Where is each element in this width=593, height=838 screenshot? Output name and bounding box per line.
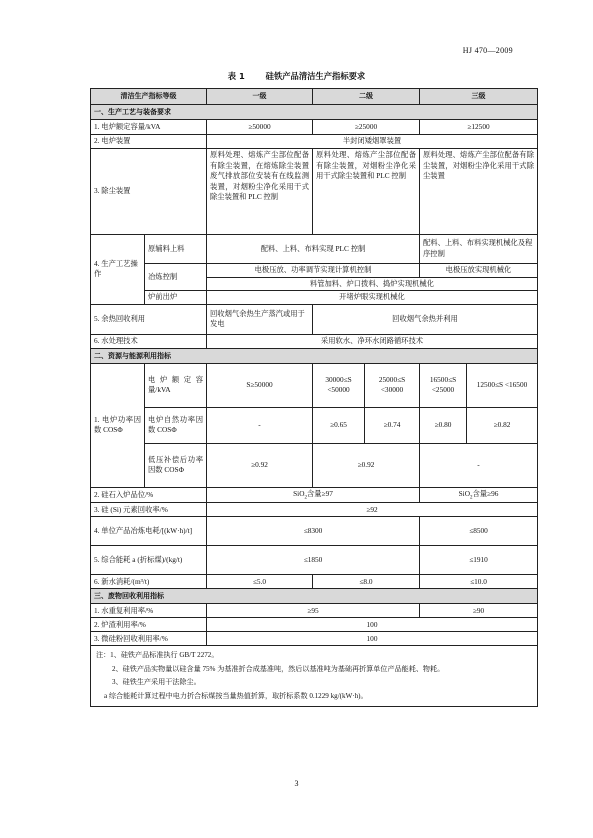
table-number: 表 1 [227,71,245,81]
table-header-row [91,89,538,105]
table-row [91,363,538,407]
cell-level3: 电极压放实现机械化 [420,264,538,278]
cell-all-levels: 料管加料、炉口拨料、捣炉实现机械化 [207,277,538,291]
silica-value: 含量≥97 [306,488,333,498]
cell-all-levels: ≥92 [207,503,538,517]
page-number: 3 [294,779,299,788]
row-label: 4. 单位产品冶炼电耗/[(kW·h)/t] [91,517,207,546]
row-label: 6. 水处理技术 [91,334,207,348]
cell-level2: ≥25000 [313,120,420,135]
table-row [91,443,538,487]
header-indicator: 清洁生产指标等级 [91,89,207,105]
note-1: 注：1、硅铁产品标准执行 GB/T 2272。 [96,651,219,660]
sub-row-label: 电炉自然功率因数 COSΦ [145,407,207,443]
section-row [91,348,538,363]
row-label: 6. 新水消耗/(m³/t) [91,575,207,589]
row-label: 5. 综合能耗 a (折标煤)/(kg/t) [91,546,207,575]
cell-level2: 原料处理、熔炼产尘部位配备有除尘装置，对烟粉尘净化采用干式除尘装置和 PLC 控制 [313,149,420,235]
cell-level12: ≤1850 [207,546,420,575]
silica-subscript: 2 [304,495,307,501]
cell-level2b: 25000≤S <30000 [365,363,420,407]
cell-level1: 回收烟气余热生产蒸汽或用于发电 [207,304,313,334]
cell-level2: ≤8.0 [313,575,420,589]
notes-cell [91,646,538,707]
cell-level1: ≥50000 [207,120,313,135]
note-a: a 综合能耗计算过程中电力折合标煤按当量热值折算，取折标系数 0.1229 kg/(kW·h)。 [104,691,368,700]
cell-level3a: ≥0.80 [420,407,467,443]
note-2: 2、硅铁产品实物量以硅含量 75% 为基准折合成基准吨，然后以基准吨为基础再折算单位产品能耗、物耗。 [112,664,445,673]
cell-level3a: 16500≤S <25000 [420,363,467,407]
section1-title: 一、生产工艺与装备要求 [91,105,538,120]
cell-level3: ≥12500 [420,120,538,135]
sub-row-label: 冶炼控制 [145,264,207,291]
cell-level23: 回收烟气余热并利用 [313,304,538,334]
table-row [91,120,538,135]
silica-formula: SiO [293,488,305,498]
cell-all-levels: 100 [207,632,538,646]
silica-value: 含量≥96 [472,488,499,498]
row-label: 2. 电炉装置 [91,135,207,149]
note-3: 3、硅铁生产采用干法除尘。 [112,678,201,687]
sub-row-label: 低压补偿后功率因数 COSΦ [145,443,207,487]
cell-level12: 电极压放、功率调节实现计算机控制 [207,264,420,278]
row-label: 5. 余热回收利用 [91,304,207,334]
cell-level3 [420,487,538,503]
cell-level2a: ≥0.65 [313,407,365,443]
table-row [91,235,538,264]
cell-level3: 配料、上料、布料实现机械化及程序控制 [420,235,538,264]
table-row [91,291,538,305]
cell-level1: 原料处理、熔炼产尘部位配备有除尘装置，在熔炼除尘装置废气排放部位安装有在线监测装置，对烟粉尘净化采用干式除尘装置和 PLC 控制 [207,149,313,235]
cell-level3: ≤8500 [420,517,538,546]
cell-level3: 原料处理、熔炼产尘部位配备有除尘装置，对烟粉尘净化采用干式除尘装置 [420,149,538,235]
cell-level12 [207,487,420,503]
cell-level1: - [207,407,313,443]
header-level3: 三级 [420,89,538,105]
table-row [91,503,538,517]
cell-all-levels: 采用软水、净环水闭路循环技术 [207,334,538,348]
row-label: 3. 硅 (Si) 元素回收率/% [91,503,207,517]
cell-level3: ≥90 [420,604,538,618]
cell-level3b: 12500≤S <16500 [467,363,538,407]
row-label: 2. 炉渣利用率/% [91,618,207,632]
cell-all-levels: 开堵炉眼实现机械化 [207,291,538,305]
table-row [91,149,538,235]
notes-row [91,646,538,707]
sub-row-label: 原辅料上料 [145,235,207,264]
indicator-table [90,88,538,707]
cell-all-levels: 100 [207,618,538,632]
table-row [91,487,538,503]
table-row [91,517,538,546]
row-label: 1. 水重复利用率/% [91,604,207,618]
table-row [91,264,538,278]
cell-level3: ≤10.0 [420,575,538,589]
table-title-text: 硅铁产品清洁生产指标要求 [265,71,366,81]
cell-level2a: 30000≤S <50000 [313,363,365,407]
table-row [91,575,538,589]
row-label: 2. 硅石入炉品位/% [91,487,207,503]
section3-title: 三、废物回收利用指标 [91,589,538,604]
document-id: HJ 470—2009 [462,46,513,55]
table-row [91,304,538,334]
header-level2: 二级 [313,89,420,105]
section-row [91,589,538,604]
sub-row-label: 电炉额定容量/kVA [145,363,207,407]
section2-title: 二、资源与能源利用指标 [91,348,538,363]
cell-level3b: ≥0.82 [467,407,538,443]
header-level1: 一级 [207,89,313,105]
table-row [91,546,538,575]
cell-all-levels: 半封闭矮烟罩装置 [207,135,538,149]
cell-level2b: ≥0.74 [365,407,420,443]
section-row [91,105,538,120]
cell-level2: ≥0.92 [313,443,420,487]
sub-row-label: 炉前出炉 [145,291,207,305]
cell-level12: ≤8300 [207,517,420,546]
silica-formula: SiO [458,488,470,498]
row-label: 1. 电炉额定容量/kVA [91,120,207,135]
row-label: 1. 电炉功率因数 COSΦ [91,363,145,487]
cell-level3: - [420,443,538,487]
table-row [91,632,538,646]
cell-level3: ≤1910 [420,546,538,575]
table-row [91,618,538,632]
silica-subscript: 2 [469,495,473,501]
cell-level1: ≤5.0 [207,575,313,589]
row-label: 3. 微硅粉回收利用率/% [91,632,207,646]
cell-level1: S≥50000 [207,363,313,407]
row-label: 4. 生产工艺操作 [91,235,145,305]
table-title [0,70,593,82]
cell-level1: ≥0.92 [207,443,313,487]
table-row [91,135,538,149]
cell-level12: ≥95 [207,604,420,618]
table-row [91,334,538,348]
row-label: 3. 除尘装置 [91,149,207,235]
cell-level12: 配料、上料、布料实现 PLC 控制 [207,235,420,264]
table-row [91,604,538,618]
table-row [91,407,538,443]
